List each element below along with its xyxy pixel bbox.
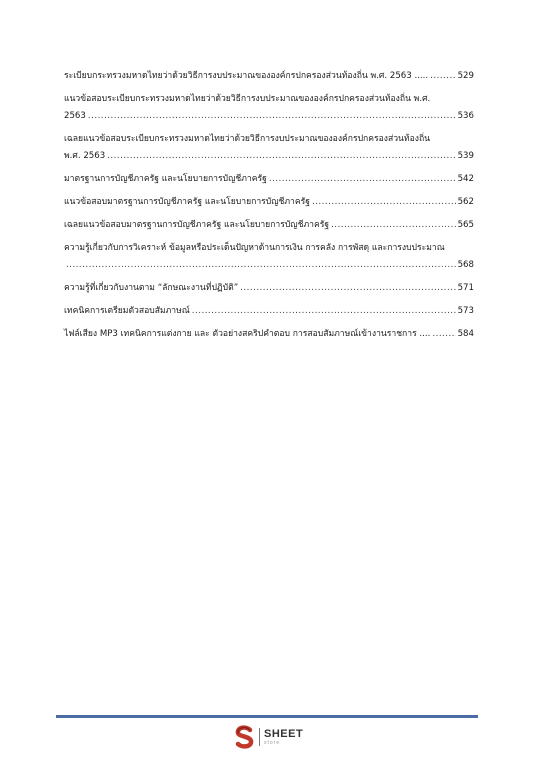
dot-leader: [240, 280, 455, 297]
toc-entry[interactable]: [64, 217, 474, 234]
toc-entry-title: แนวข้อสอบมาตรฐานการบัญชีภาครัฐ และนโยบายการบัญชีภาครัฐ: [64, 197, 310, 207]
logo-separator: [259, 728, 260, 746]
toc-page-number: 542: [457, 174, 474, 184]
toc-page-number: 571: [457, 283, 474, 293]
dot-leader: [66, 257, 456, 274]
dot-leader: [432, 326, 455, 343]
toc-page-number: 539: [457, 151, 474, 161]
sheet-s-logo-icon: [234, 725, 256, 749]
toc-entry-title: ความรู้ที่เกี่ยวกับงานตาม “ลักษณะงานที่ปฏิบัติ”: [64, 283, 239, 293]
toc-entry-title: ไฟล์เสียง MP3 เทคนิคการแต่งกาย และ ตัวอย่างสคริปคำตอบ การสอบสัมภาษณ์เข้างานราชการ ....: [64, 329, 431, 339]
toc-entry-leader-line: [64, 217, 474, 234]
toc-entry-title: พ.ศ. 2563: [64, 151, 106, 161]
toc-entry-leader-line: [64, 257, 474, 274]
toc-entry-title: เฉลยแนวข้อสอบมาตรฐานการบัญชีภาครัฐ และนโยบายการบัญชีภาครัฐ: [64, 220, 330, 230]
dot-leader: [430, 68, 455, 85]
toc-entry-title: เทคนิคการเตรียมตัวสอบสัมภาษณ์: [64, 306, 190, 316]
dot-leader: [107, 148, 455, 165]
toc-page-number: 568: [457, 260, 474, 270]
toc-page-number: 584: [457, 329, 474, 339]
toc-page-number: 562: [457, 197, 474, 207]
logo-subtext: store: [264, 739, 281, 746]
toc-entry-leader-line: [64, 280, 474, 297]
logo-text: [264, 729, 303, 746]
table-of-contents: [64, 68, 474, 349]
toc-entry[interactable]: [64, 131, 474, 165]
dot-leader: [269, 171, 456, 188]
toc-page-number: 573: [457, 306, 474, 316]
toc-entry-leader-line: [64, 148, 474, 165]
toc-entry[interactable]: [64, 240, 474, 274]
toc-entry-title-line: ความรู้เกี่ยวกับการวิเคราะห์ ข้อมูลหรือประเด็นปัญหาด้านการเงิน การคลัง การพัสดุ และการงบประมาณ: [64, 243, 445, 253]
toc-entry[interactable]: [64, 91, 474, 125]
toc-page-number: 536: [457, 111, 474, 121]
footer-rule: [56, 715, 478, 718]
toc-entry-leader-line: [64, 326, 474, 343]
toc-entry-title-line: เฉลยแนวข้อสอบระเบียบกระทรวงมหาดไทยว่าด้วยวิธีการงบประมาณขององค์กรปกครองส่วนท้องถิ่น: [64, 134, 431, 144]
dot-leader: [88, 108, 456, 125]
dot-leader: [192, 303, 456, 320]
toc-entry-title-line: แนวข้อสอบระเบียบกระทรวงมหาดไทยว่าด้วยวิธีการงบประมาณขององค์กรปกครองส่วนท้องถิ่น พ.ศ.: [64, 94, 431, 104]
sheet-store-logo: [234, 724, 303, 750]
toc-entry-title: ระเบียบกระทรวงมหาดไทยว่าด้วยวิธีการงบประมาณขององค์กรปกครองส่วนท้องถิ่น พ.ศ. 2563 .....: [64, 71, 429, 81]
toc-page-number: 565: [457, 220, 474, 230]
toc-entry[interactable]: [64, 68, 474, 85]
toc-entry[interactable]: [64, 303, 474, 320]
logo-word: SHEET: [264, 727, 304, 740]
toc-entry[interactable]: [64, 326, 474, 343]
toc-entry-title: 2563: [64, 111, 86, 121]
toc-entry-leader-line: [64, 194, 474, 211]
dot-leader: [331, 217, 456, 234]
toc-entry-leader-line: [64, 68, 474, 85]
toc-page-number: 529: [457, 71, 474, 81]
toc-entry-leader-line: [64, 303, 474, 320]
toc-entry-title: มาตรฐานการบัญชีภาครัฐ และนโยบายการบัญชีภาครัฐ: [64, 174, 267, 184]
dot-leader: [312, 194, 456, 211]
toc-entry-leader-line: [64, 171, 474, 188]
toc-entry[interactable]: [64, 280, 474, 297]
toc-entry[interactable]: [64, 171, 474, 188]
toc-entry[interactable]: [64, 194, 474, 211]
toc-entry-leader-line: [64, 108, 474, 125]
